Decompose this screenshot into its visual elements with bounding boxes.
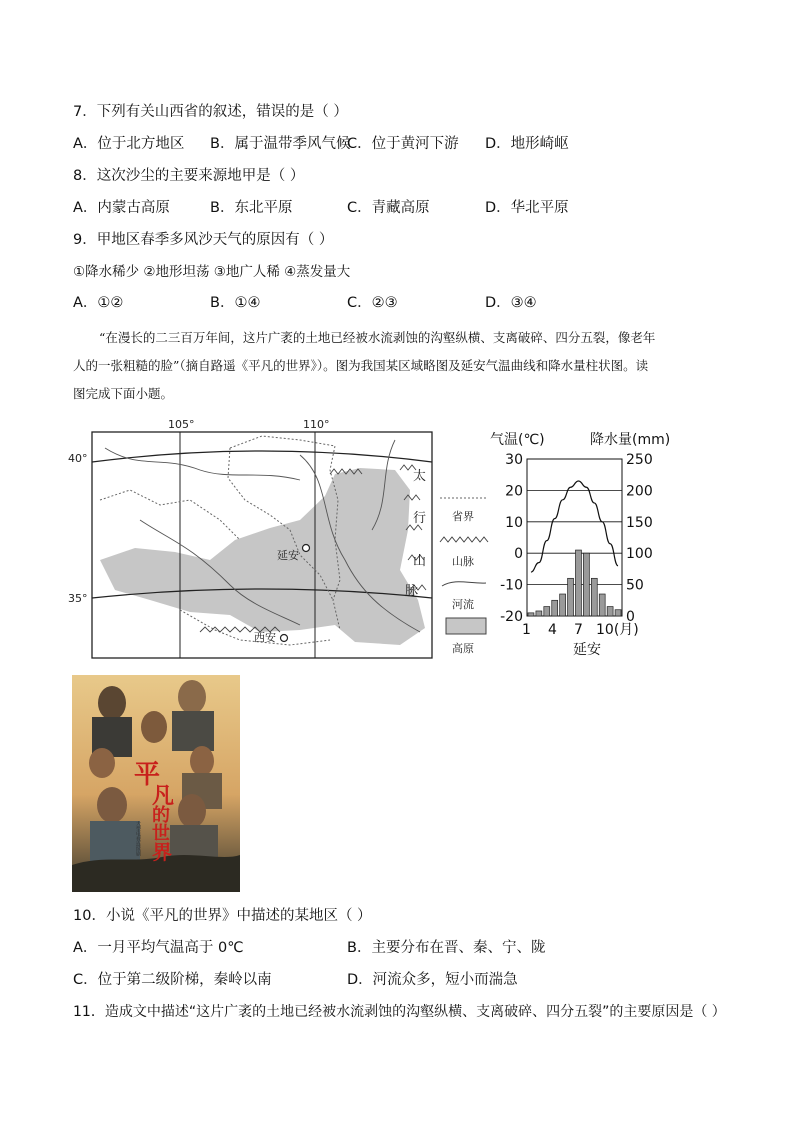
precip-tick: 250 [626,452,653,468]
precipitation-bar [615,610,621,616]
q9-option-c: C．②③ [347,295,398,311]
precipitation-bar [544,607,550,616]
precipitation-bar [536,611,542,616]
x-tick-10: 10(月) [596,622,639,638]
q11-stem: 11．造成文中描述“这片广袤的土地已经被水流剥蚀的沟壑纵横、支离破碎、四分五裂”的主要原因是（ ） [73,1004,726,1020]
precipitation-bar [576,550,582,616]
q9-conditions: ①降水稀少 ②地形坦荡 ③地广人稀 ④蒸发量大 [73,264,351,280]
lon-label-105: 105° [168,418,195,431]
q7-option-a: A．位于北方地区 [73,136,185,152]
legend-mountain-label: 山脉 [452,555,474,568]
q7-option-c: C．位于黄河下游 [347,136,459,152]
legend-river-label: 河流 [452,598,474,611]
q8-option-c: C．青藏高原 [347,200,430,216]
precip-tick: 200 [626,483,653,500]
temp-tick: -20 [500,609,523,625]
q9-option-b: B．①④ [210,295,261,311]
x-tick-4: 4 [548,622,557,638]
poster-title-char: 凡 [152,783,175,809]
q10-stem: 10．小说《平凡的世界》中描述的某地区（ ） [73,908,372,924]
lat-label-40: 40° [68,452,88,465]
poster-subtitle: 大型电视连续剧 [135,821,141,856]
chart-frame [527,459,622,616]
q7-option-d: D．地形崎岖 [485,136,569,152]
q10-option-c: C．位于第二级阶梯，秦岭以南 [73,972,272,988]
city-yanan-label: 延安 [277,549,299,562]
poster-title-char: 平 [134,760,161,790]
q10-option-b: B．主要分布在晋、秦、宁、陇 [347,940,546,956]
temp-tick: 30 [505,452,523,468]
temp-tick: -10 [500,577,523,594]
mountain-char-1: 太 [413,469,427,484]
passage-line-1: “在漫长的二三百万年间，这片广袤的土地已经被水流剥蚀的沟壑纵横、支离破碎、四分五裂，像老年 [99,330,656,345]
q10-option-d: D．河流众多，短小而湍急 [347,972,518,988]
mountain-char-3: 山 [413,554,427,569]
temp-tick: 0 [514,546,523,563]
q8-option-a: A．内蒙古高原 [73,200,170,216]
precip-tick: 50 [626,577,644,594]
temperature-curve [531,481,618,572]
precipitation-bar [568,578,574,616]
q9-option-a: A．①② [73,295,124,311]
temperature-axis-label: 气温(℃) [490,432,545,448]
q8-stem: 8．这次沙尘的主要来源地甲是（ ） [73,168,305,184]
lat-label-35: 35° [68,592,88,605]
x-tick-7: 7 [574,622,583,638]
q9-option-d: D．③④ [485,295,537,311]
temp-tick: 20 [505,483,523,500]
mountain-char-4: 脉 [405,584,419,599]
passage-line-3: 图完成下面小题。 [73,386,174,401]
precip-tick: 100 [626,546,653,563]
drama-poster [72,675,240,892]
poster-title-char: 世 [152,823,170,844]
q8-option-b: B．东北平原 [210,200,293,216]
lon-label-110: 110° [303,418,330,431]
q7-option-b: B．属于温带季风气候 [210,136,351,152]
precipitation-bar [560,594,566,616]
mountain-char-2: 行 [413,511,427,526]
precipitation-axis-label: 降水量(mm) [590,432,671,448]
precipitation-bar [591,578,597,616]
precipitation-bar [599,594,605,616]
q8-option-d: D．华北平原 [485,200,569,216]
precip-tick: 150 [626,514,653,531]
city-xian-label: 西安 [254,631,276,644]
precipitation-bar [583,553,589,616]
poster-title-char: 的 [152,805,170,826]
q7-stem: 7．下列有关山西省的叙述，错误的是（ ） [73,104,348,120]
precipitation-bar [528,613,534,616]
legend-plateau-label: 高原 [452,642,474,655]
legend-border-label: 省界 [452,510,474,523]
x-tick-1: 1 [522,622,531,638]
precip-tick: 0 [626,609,635,625]
poster-title-char: 界 [152,840,172,864]
precipitation-bar [607,607,613,616]
q10-option-a: A．一月平均气温高于 0℃ [73,940,244,956]
q9-stem: 9．甲地区春季多风沙天气的原因有（ ） [73,232,334,248]
passage-line-2: 人的一张粗糙的脸”（摘自路遥《平凡的世界》）。图为我国某区域略图及延安气温曲线和降水量柱状图。读 [73,358,649,373]
precipitation-bar [552,600,558,616]
temp-tick: 10 [505,514,523,531]
station-label: 延安 [573,642,601,658]
